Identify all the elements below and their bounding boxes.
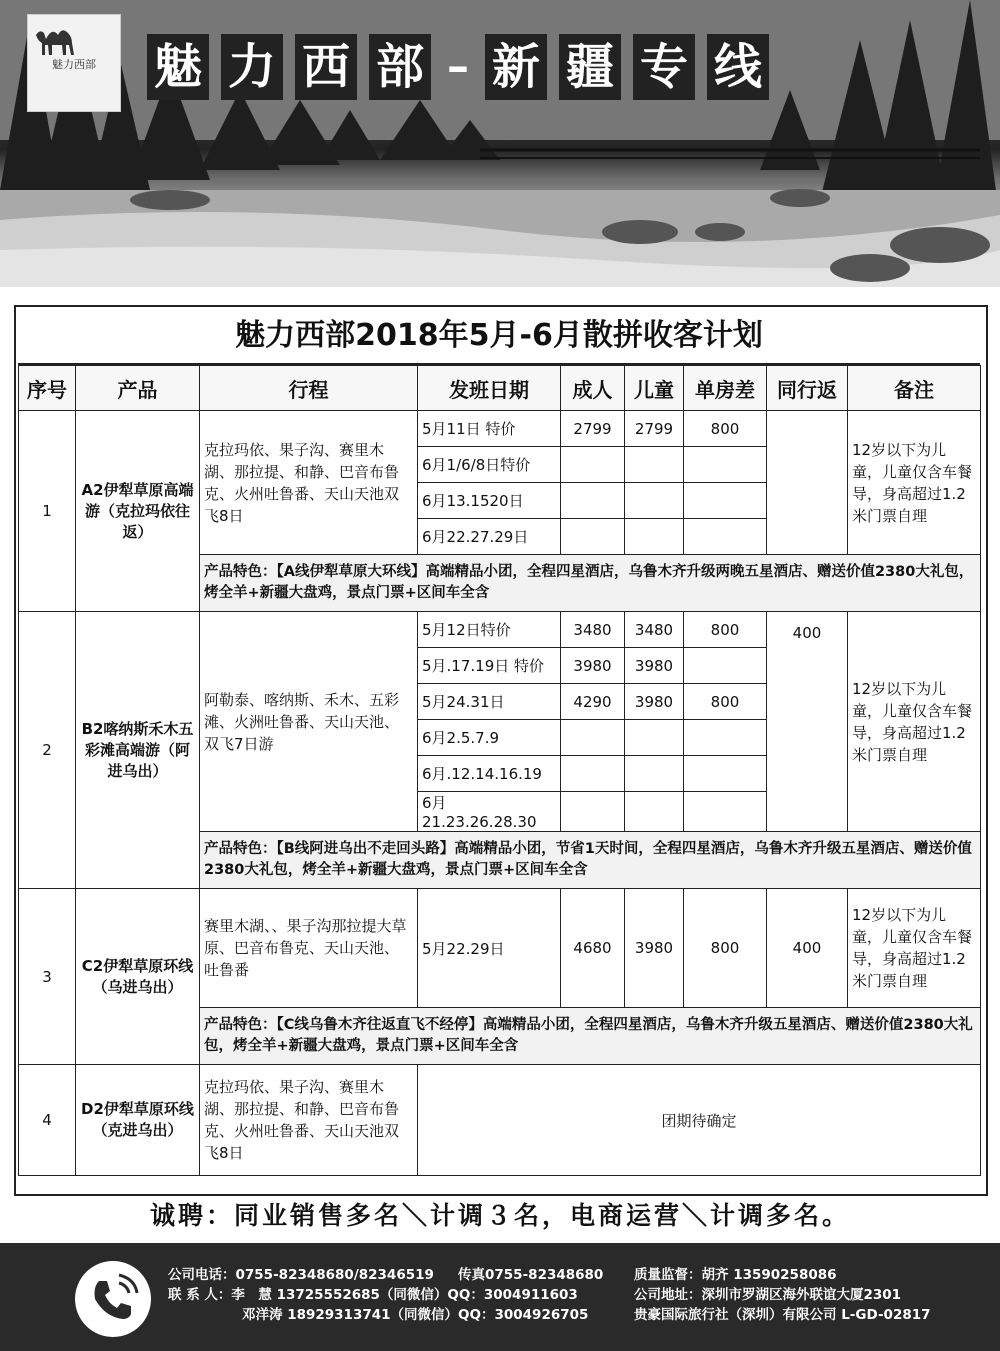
table-row — [19, 612, 981, 648]
col-header: 序号 — [19, 366, 76, 411]
remarks: 12岁以下为儿童，儿童仅含车餐导，身高超过1.2米门票自理 — [848, 411, 981, 555]
header-row — [19, 366, 981, 411]
adult-price: 4680 — [561, 889, 625, 1008]
single-supplement: 800 — [684, 684, 767, 720]
adult-price — [561, 483, 625, 519]
single-supplement: 800 — [684, 889, 767, 1008]
row-number: 2 — [19, 612, 76, 889]
child-price: 2799 — [625, 411, 684, 447]
adult-price — [561, 519, 625, 555]
contact-person-1: 联 系 人：李 慧 13725552685（同微信）QQ：3004911603 — [168, 1287, 578, 1303]
departure-date: 6月22.27.29日 — [418, 519, 561, 555]
departure-date: 5月.17.19日 特价 — [418, 648, 561, 684]
col-header: 同行返 — [767, 366, 848, 411]
adult-price — [561, 447, 625, 483]
title-char: 新 — [485, 34, 547, 100]
rebate: 400 — [767, 889, 848, 1008]
rebate: 400 — [767, 612, 848, 832]
camel-icon — [28, 15, 88, 65]
company-address: 公司地址：深圳市罗湖区海外联谊大厦2301 — [634, 1287, 902, 1303]
product-name: D2伊犁草原环线（克进乌出） — [76, 1065, 200, 1176]
phone-icon — [75, 1261, 151, 1337]
child-price: 3980 — [625, 889, 684, 1008]
col-header: 儿童 — [625, 366, 684, 411]
adult-price — [561, 792, 625, 832]
child-price — [625, 519, 684, 555]
child-price — [625, 792, 684, 832]
table-title: 魅力西部2018年5月-6月散拼收客计划 — [18, 309, 980, 365]
col-header: 成人 — [561, 366, 625, 411]
child-price — [625, 756, 684, 792]
departure-date: 5月24.31日 — [418, 684, 561, 720]
adult-price: 3980 — [561, 648, 625, 684]
title-dash: – — [447, 41, 469, 92]
single-supplement — [684, 756, 767, 792]
product-name: A2伊犁草原高端游（克拉玛依往返） — [76, 411, 200, 612]
row-number: 4 — [19, 1065, 76, 1176]
title-char: 专 — [633, 34, 695, 100]
schedule-table — [18, 365, 981, 1176]
departure-date: 6月.12.14.16.19 — [418, 756, 561, 792]
title-char: 西 — [295, 34, 357, 100]
company-license: 贵豪国际旅行社（深圳）有限公司 L-GD-02817 — [634, 1307, 931, 1323]
title-char: 魅 — [147, 34, 209, 100]
departure-date: 6月2.5.7.9 — [418, 720, 561, 756]
route-text: 赛里木湖、、果子沟那拉提大草原、巴音布鲁克、天山天池、吐鲁番 — [200, 889, 418, 1008]
row-number: 3 — [19, 889, 76, 1065]
single-supplement — [684, 792, 767, 832]
table-row — [19, 889, 981, 1008]
product-features: 产品特色：【A线伊犁草原大环线】高端精品小团，全程四星酒店，乌鲁木齐升级两晚五星酒店、赠送价值2380大礼包，烤全羊+新疆大盘鸡，景点门票+区间车全含 — [200, 555, 981, 612]
contact-person-2: 邓洋涛 18929313741（同微信）QQ：3004926705 — [242, 1307, 589, 1323]
departure-date: 5月11日 特价 — [418, 411, 561, 447]
route-text: 克拉玛依、果子沟、赛里木湖、那拉提、和静、巴音布鲁克、火州吐鲁番、天山天池双飞8日 — [200, 411, 418, 555]
title-char: 疆 — [559, 34, 621, 100]
title-char: 线 — [707, 34, 769, 100]
product-features: 产品特色：【C线乌鲁木齐往返直飞不经停】高端精品小团，全程四星酒店，乌鲁木齐升级五星酒店、赠送价值2380大礼包，烤全羊+新疆大盘鸡，景点门票+区间车全含 — [200, 1008, 981, 1065]
departure-date: 6月13.1520日 — [418, 483, 561, 519]
remarks: 12岁以下为儿童，儿童仅含车餐导，身高超过1.2米门票自理 — [848, 612, 981, 832]
single-supplement — [684, 447, 767, 483]
contact-footer — [0, 1243, 1000, 1351]
remarks: 12岁以下为儿童，儿童仅含车餐导，身高超过1.2米门票自理 — [848, 889, 981, 1008]
banner-title — [147, 34, 769, 100]
route-text: 克拉玛依、果子沟、赛里木湖、那拉提、和静、巴音布鲁克、火州吐鲁番、天山天池双飞8日 — [200, 1065, 418, 1176]
title-char: 力 — [221, 34, 283, 100]
single-supplement — [684, 483, 767, 519]
single-supplement: 800 — [684, 411, 767, 447]
adult-price: 2799 — [561, 411, 625, 447]
departure-date: 6月21.23.26.28.30 — [418, 792, 561, 832]
child-price — [625, 447, 684, 483]
table-row — [19, 411, 981, 447]
col-header: 单房差 — [684, 366, 767, 411]
child-price — [625, 720, 684, 756]
adult-price — [561, 720, 625, 756]
schedule-tbd: 团期待确定 — [418, 1065, 981, 1176]
product-features: 产品特色：【B线阿进乌出不走回头路】高端精品小团，节省1天时间，全程四星酒店，乌鲁木齐升级五星酒店、赠送价值2380大礼包，烤全羊+新疆大盘鸡，景点门票+区间车全含 — [200, 832, 981, 889]
adult-price — [561, 756, 625, 792]
single-supplement: 800 — [684, 612, 767, 648]
product-name: B2喀纳斯禾木五彩滩高端游（阿进乌出） — [76, 612, 200, 889]
contact-right — [634, 1265, 931, 1325]
col-header: 产品 — [76, 366, 200, 411]
rebate — [767, 411, 848, 555]
child-price: 3980 — [625, 684, 684, 720]
child-price: 3480 — [625, 612, 684, 648]
adult-price: 4290 — [561, 684, 625, 720]
single-supplement — [684, 519, 767, 555]
departure-date: 6月1/6/8日特价 — [418, 447, 561, 483]
product-name: C2伊犁草原环线（乌进乌出） — [76, 889, 200, 1065]
adult-price: 3480 — [561, 612, 625, 648]
row-number: 1 — [19, 411, 76, 612]
child-price: 3980 — [625, 648, 684, 684]
brand-logo — [27, 14, 121, 112]
title-char: 部 — [369, 34, 431, 100]
col-header: 发班日期 — [418, 366, 561, 411]
fax-number: 传真0755-82348680 — [458, 1267, 604, 1283]
logo-text: 魅力西部 — [52, 58, 96, 71]
col-header: 备注 — [848, 366, 981, 411]
recruitment-notice: 诚聘：同业销售多名＼计调３名，电商运营＼计调多名。 — [149, 1201, 850, 1230]
col-header: 行程 — [200, 366, 418, 411]
departure-date: 5月12日特价 — [418, 612, 561, 648]
child-price — [625, 483, 684, 519]
departure-date: 5月22.29日 — [418, 889, 561, 1008]
single-supplement — [684, 720, 767, 756]
single-supplement — [684, 648, 767, 684]
company-phone: 公司电话：0755-82348680/82346519 — [168, 1267, 434, 1283]
table-row — [19, 1065, 981, 1176]
header-banner — [0, 0, 1000, 287]
route-text: 阿勒泰、喀纳斯、禾木、五彩滩、火洲吐鲁番、天山天池、双飞7日游 — [200, 612, 418, 832]
quality-supervision: 质量监督：胡齐 13590258086 — [634, 1267, 837, 1283]
